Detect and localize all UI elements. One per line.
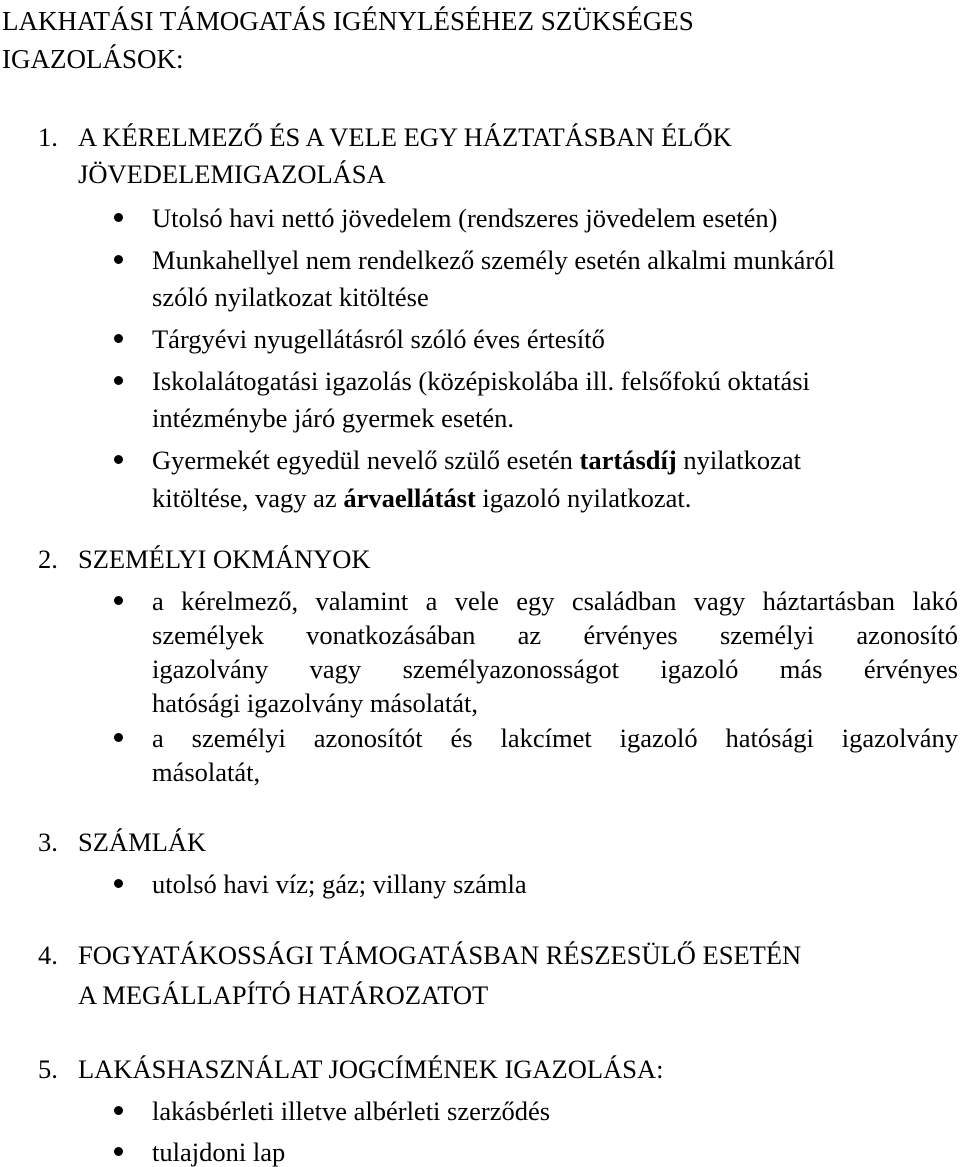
section-4-heading-line-1: FOGYATÁKOSSÁGI TÁMOGATÁSBAN RÉSZESÜLŐ ESETÉN [78, 940, 802, 970]
list-item: Tárgyévi nyugellátásról szóló éves értesítő [152, 324, 605, 354]
list-item: Munkahellyel nem rendelkező személy esetén alkalmi munkáról [152, 245, 835, 275]
document-title-line-2: IGAZOLÁSOK: [2, 44, 184, 74]
list-item-continuation [152, 485, 691, 512]
bullet-icon [114, 255, 123, 264]
bullet-icon [114, 334, 123, 343]
list-item-text: nyilatkozat [676, 445, 802, 475]
section-5-number: 5. [38, 1054, 58, 1084]
bullet-icon [114, 879, 123, 888]
bullet-icon [114, 455, 123, 464]
bullet-icon [114, 596, 123, 605]
bullet-icon [114, 733, 123, 742]
section-1-heading-line-2: JÖVEDELEMIGAZOLÁSA [78, 159, 386, 189]
list-item [152, 447, 801, 474]
list-item-bold-term: tartásdíj [579, 445, 677, 475]
list-item-continuation: személyek vonatkozásában az érvényes személyi azonosító [152, 620, 958, 650]
list-item: utolsó havi víz; gáz; villany számla [152, 869, 527, 899]
document-title-line-1: LAKHATÁSI TÁMOGATÁS IGÉNYLÉSÉHEZ SZÜKSÉGES [2, 6, 694, 36]
section-4-heading-line-2: A MEGÁLLAPÍTÓ HATÁROZATOT [78, 980, 489, 1010]
bullet-icon [114, 1106, 123, 1115]
list-item: Utolsó havi nettó jövedelem (rendszeres jövedelem esetén) [152, 203, 778, 233]
list-item: tulajdoni lap [152, 1137, 286, 1167]
list-item-continuation: igazolvány vagy személyazonosságot igazoló más érvényes [152, 654, 958, 684]
list-item-text: igazoló nyilatkozat. [475, 483, 692, 513]
list-item-text: kitöltése, vagy az [152, 483, 344, 513]
list-item: a személyi azonosítót és lakcímet igazoló hatósági igazolvány [152, 723, 958, 753]
section-5-heading: LAKÁSHASZNÁLAT JOGCÍMÉNEK IGAZOLÁSA: [78, 1054, 664, 1084]
list-item-continuation: intézménybe járó gyermek esetén. [152, 403, 515, 433]
section-2-heading: SZEMÉLYI OKMÁNYOK [78, 544, 371, 574]
list-item: a kérelmező, valamint a vele egy családban vagy háztartásban lakó [152, 586, 958, 616]
bullet-icon [114, 1147, 123, 1156]
list-item-bold-term: árvaellátást [343, 483, 476, 513]
section-3-heading: SZÁMLÁK [78, 827, 207, 857]
bullet-icon [114, 213, 123, 222]
list-item-continuation: hatósági igazolvány másolatát, [152, 688, 478, 718]
section-4-number: 4. [38, 940, 58, 970]
section-1-number: 1. [38, 122, 58, 152]
section-1-heading-line-1: A KÉRELMEZŐ ÉS A VELE EGY HÁZTATÁSBAN ÉLŐK [78, 122, 732, 152]
bullet-icon [114, 376, 123, 385]
list-item-continuation: szóló nyilatkozat kitöltése [152, 282, 429, 312]
list-item-continuation: másolatát, [152, 757, 261, 787]
list-item-text: Gyermekét egyedül nevelő szülő esetén [152, 445, 580, 475]
list-item: Iskolalátogatási igazolás (középiskolába ill. felsőfokú oktatási [152, 366, 810, 396]
section-3-number: 3. [38, 827, 58, 857]
list-item: lakásbérleti illetve albérleti szerződés [152, 1096, 551, 1126]
section-2-number: 2. [38, 544, 58, 574]
